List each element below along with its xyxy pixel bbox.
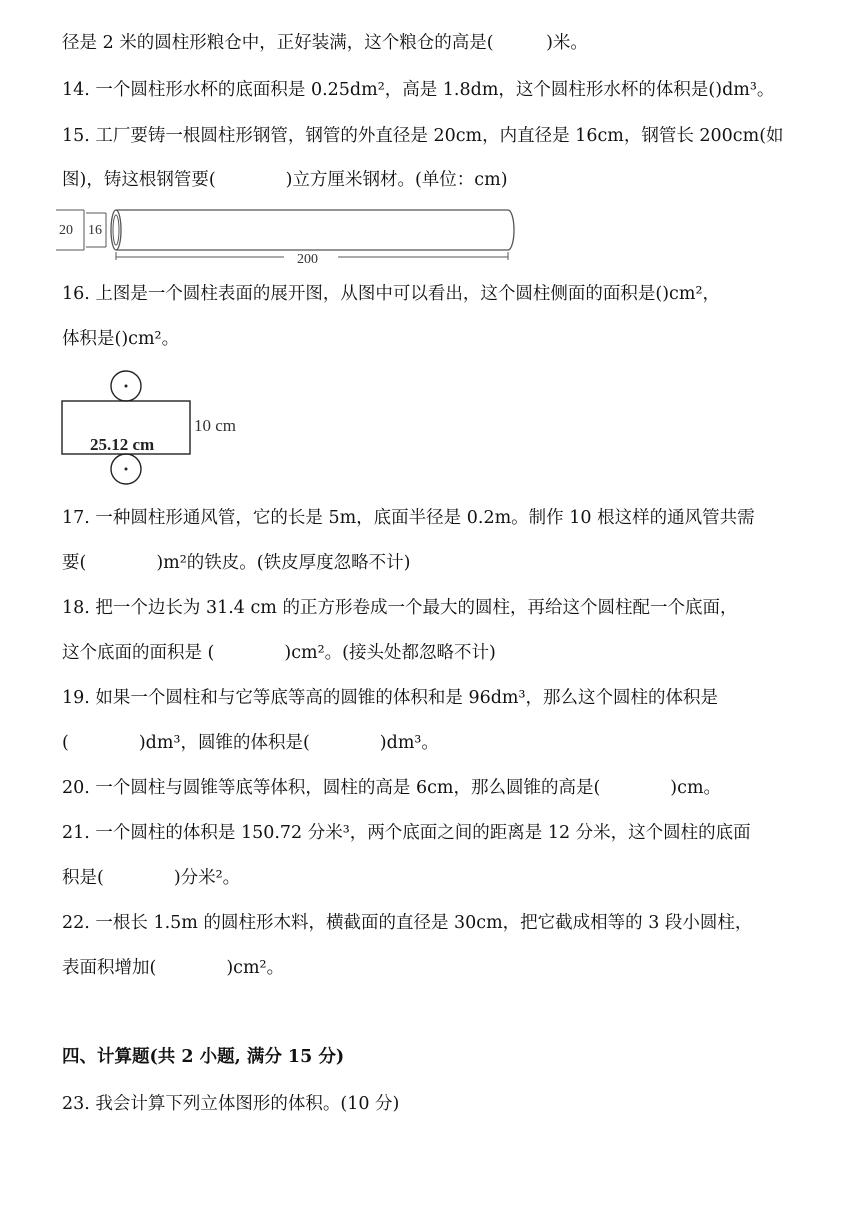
question-21: 21. 一个圆柱的体积是 150.72 分米³，两个底面之间的距离是 12 分米，这个圆柱的底面: [62, 823, 751, 843]
text-line: 径是 2 米的圆柱形粮仓中，正好装满，这个粮仓的高是( )米。: [62, 33, 588, 53]
pipe-length-label: 200: [297, 252, 318, 266]
question-19-cont: ( )dm³，圆锥的体积是( )dm³。: [62, 733, 439, 753]
question-20: 20. 一个圆柱与圆锥等底等体积，圆柱的高是 6cm，那么圆锥的高是( )cm。: [62, 778, 722, 798]
pipe-figure: [56, 202, 526, 266]
question-17-cont: 要( )m²的铁皮。(铁皮厚度忽略不计): [62, 553, 411, 573]
question-18-cont: 这个底面的面积是 ( )cm²。(接头处都忽略不计): [62, 643, 496, 663]
question-15: 15. 工厂要铸一根圆柱形钢管，钢管的外直径是 20cm，内直径是 16cm，钢管长 200cm(如: [62, 126, 784, 146]
pipe-inner-label: 16: [88, 223, 102, 238]
section-heading: 四、计算题(共 2 小题, 满分 15 分): [62, 1047, 345, 1067]
question-18: 18. 把一个边长为 31.4 cm 的正方形卷成一个最大的圆柱，再给这个圆柱配一个底面，: [62, 598, 738, 618]
cylinder-net-figure: [58, 366, 258, 486]
question-15-cont: 图)，铸这根钢管要( )立方厘米钢材。(单位：cm): [62, 170, 508, 190]
question-19: 19. 如果一个圆柱和与它等底等高的圆锥的体积和是 96dm³，那么这个圆柱的体积是: [62, 688, 719, 708]
question-23: 23. 我会计算下列立体图形的体积。(10 分): [62, 1094, 400, 1114]
question-22-cont: 表面积增加( )cm²。: [62, 958, 285, 978]
net-width-label: 25.12 cm: [90, 435, 155, 454]
question-17: 17. 一种圆柱形通风管，它的长是 5m，底面半径是 0.2m。制作 10 根这样的通风管共需: [62, 508, 755, 528]
pipe-outer-label: 20: [59, 223, 73, 238]
question-21-cont: 积是( )分米²。: [62, 868, 241, 888]
question-22: 22. 一根长 1.5m 的圆柱形木料，横截面的直径是 30cm，把它截成相等的 3 段小圆柱，: [62, 913, 753, 933]
question-14: 14. 一个圆柱形水杯的底面积是 0.25dm²，高是 1.8dm，这个圆柱形水杯的体积是()dm³。: [62, 80, 775, 100]
net-height-label: 10 cm: [194, 416, 237, 435]
question-16: 16. 上图是一个圆柱表面的展开图，从图中可以看出，这个圆柱侧面的面积是()cm²，: [62, 284, 720, 304]
question-16-cont: 体积是()cm²。: [62, 329, 180, 349]
